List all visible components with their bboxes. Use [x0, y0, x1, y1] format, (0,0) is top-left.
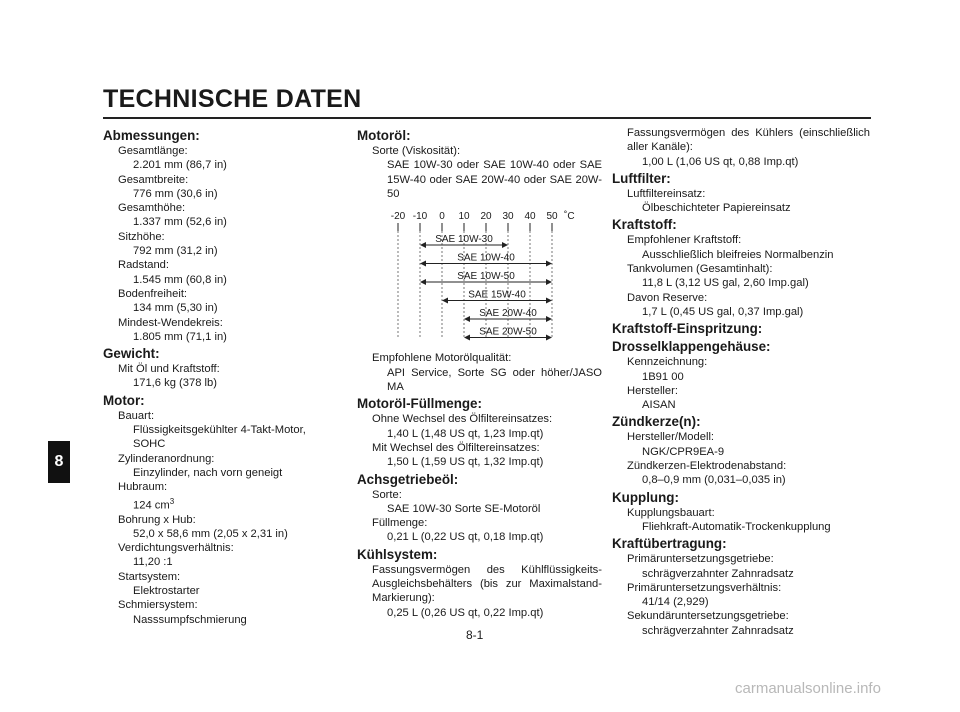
- spec-label: Hersteller/Modell:: [627, 431, 715, 444]
- viscosity-grade-label: SAE 20W-40: [479, 308, 537, 320]
- section-heading: Motor:: [103, 392, 145, 408]
- viscosity-grade-label: SAE 10W-30: [435, 234, 493, 246]
- superscript: 3: [169, 496, 175, 506]
- spec-value: 1,00 L (1,06 US qt, 0,88 Imp.qt): [642, 155, 799, 168]
- spec-label: Hersteller:: [627, 384, 678, 397]
- temperature-tick-label: -10: [412, 211, 428, 223]
- section-heading: Kraftstoff:: [612, 217, 677, 233]
- spec-label: Tankvolumen (Gesamtinhalt):: [627, 263, 773, 276]
- range-end-arrow: [502, 242, 508, 248]
- spec-value: 0,25 L (0,26 US qt, 0,22 Imp.qt): [387, 606, 544, 619]
- range-end-arrow: [546, 298, 552, 304]
- temperature-tick-label: 50: [546, 211, 558, 223]
- temperature-tick-label: 0: [439, 211, 445, 223]
- spec-value: 1,40 L (1,48 US qt, 1,23 Imp.qt): [387, 427, 544, 440]
- temperature-unit: ˚C: [564, 211, 575, 223]
- spec-label: Mit Wechsel des Ölfiltereinsatzes:: [372, 441, 540, 454]
- spec-value: 0,8–0,9 mm (0,031–0,035 in): [642, 474, 786, 487]
- temperature-tick-label: 40: [524, 211, 536, 223]
- viscosity-grade-label: SAE 15W-40: [468, 289, 526, 301]
- spec-label: Mindest-Wendekreis:: [118, 316, 223, 329]
- spec-label: Ohne Wechsel des Ölfiltereinsatzes:: [372, 413, 553, 426]
- section-heading: Zündkerze(n):: [612, 414, 701, 430]
- hubraum-value: 124 cm: [133, 499, 170, 512]
- viscosity-chart: [382, 209, 602, 345]
- spec-label: Primäruntersetzungsgetriebe:: [627, 553, 774, 566]
- spec-label: Startsystem:: [118, 570, 181, 583]
- spec-value: Einzylinder, nach vorn geneigt: [133, 466, 283, 479]
- spec-value: 11,8 L (3,12 US gal, 2,60 Imp.gal): [642, 277, 809, 290]
- spec-label: Bohrung x Hub:: [118, 513, 196, 526]
- spec-value: 1,50 L (1,59 US qt, 1,32 Imp.qt): [387, 456, 544, 469]
- section-heading: Luftfilter:: [612, 170, 671, 186]
- section-heading: Motoröl:: [357, 128, 411, 143]
- viscosity-chart-svg: [382, 209, 582, 341]
- section-heading: Motoröl-Füllmenge:: [357, 396, 482, 412]
- page-title: TECHNISCHE DATEN: [103, 85, 362, 113]
- spec-label: Sitzhöhe:: [118, 230, 165, 243]
- spec-label: Sorte (Viskosität):: [372, 145, 461, 157]
- spec-label: Gesamtbreite:: [118, 173, 189, 186]
- spec-value: 41/14 (2,929): [642, 596, 709, 609]
- spec-label: Kupplungsbauart:: [627, 506, 715, 519]
- spec-label: Bauart:: [118, 409, 155, 422]
- watermark: carmanualsonline.info: [735, 680, 881, 697]
- spec-label: Mit Öl und Kraftstoff:: [118, 363, 220, 376]
- page-number: 8-1: [466, 628, 484, 642]
- section-heading: Abmessungen:: [103, 128, 200, 143]
- spec-value: API Service, Sorte SG oder höher/JASO MA: [387, 366, 602, 394]
- spec-value: 0,21 L (0,22 US qt, 0,18 Imp.qt): [387, 531, 544, 544]
- spec-value: schrägverzahnter Zahnradsatz: [642, 624, 794, 637]
- section-heading: Kraftübertragung:: [612, 536, 727, 552]
- spec-label: Davon Reserve:: [627, 291, 708, 304]
- spec-value: Ausschließlich bleifreies Normalbenzin: [642, 248, 834, 261]
- spec-label: Sekundäruntersetzungsgetriebe:: [627, 610, 789, 623]
- range-start-arrow: [420, 261, 426, 267]
- spec-value: 11,20 :1: [133, 556, 173, 569]
- section-heading: Drosselklappengehäuse:: [612, 339, 771, 355]
- spec-label: Bodenfreiheit:: [118, 287, 188, 300]
- range-start-arrow: [464, 335, 470, 341]
- column-3: [612, 126, 870, 638]
- spec-value: 1.805 mm (71,1 in): [133, 330, 227, 343]
- spec-value: Elektrostarter: [133, 585, 200, 598]
- spec-value: 1.545 mm (60,8 in): [133, 273, 227, 286]
- section-heading: Achsgetriebeöl:: [357, 471, 459, 487]
- spec-value: 2.201 mm (86,7 in): [133, 159, 227, 172]
- range-end-arrow: [546, 335, 552, 341]
- spec-label: Empfohlener Kraftstoff:: [627, 234, 742, 247]
- spec-value: Ölbeschichteter Papiereinsatz: [642, 202, 791, 215]
- chapter-tab[interactable]: 8: [48, 441, 70, 483]
- temperature-tick-label: 10: [458, 211, 470, 223]
- spec-label: Zündkerzen-Elektrodenabstand:: [627, 460, 787, 473]
- spec-value: 1,7 L (0,45 US gal, 0,37 Imp.gal): [642, 305, 804, 318]
- range-end-arrow: [546, 316, 552, 322]
- spec-value: 134 mm (5,30 in): [133, 302, 218, 315]
- spec-label: Zylinderanordnung:: [118, 452, 215, 465]
- spec-label: Sorte:: [372, 488, 402, 501]
- spec-label: Radstand:: [118, 259, 169, 272]
- range-end-arrow: [546, 261, 552, 267]
- spec-value: 776 mm (30,6 in): [133, 187, 218, 200]
- spec-value: 171,6 kg (378 lb): [133, 377, 217, 390]
- spec-value: NGK/CPR9EA-9: [642, 445, 725, 458]
- spec-label: Kennzeichnung:: [627, 356, 708, 369]
- spec-value: SAE 10W-30 Sorte SE-Motoröl: [387, 502, 541, 515]
- spec-label: Fassungsvermögen des Kühlers (einschließlich aller Kanäle):: [627, 127, 870, 154]
- spec-label: Primäruntersetzungsverhältnis:: [627, 581, 782, 594]
- spec-value: AISAN: [642, 399, 676, 412]
- spec-label: Verdichtungsverhältnis:: [118, 542, 234, 555]
- viscosity-grade-label: SAE 20W-50: [479, 326, 537, 338]
- spec-value: SAE 10W-30 oder SAE 10W-40 oder SAE 15W-40 oder SAE 20W-40 oder SAE 20W-50: [387, 159, 602, 200]
- spec-value: Nasssumpfschmierung: [133, 613, 247, 626]
- range-start-arrow: [464, 316, 470, 322]
- section-heading: Gewicht:: [103, 346, 160, 362]
- temperature-tick-label: 30: [502, 211, 514, 223]
- spec-value: [103, 495, 333, 513]
- range-start-arrow: [442, 298, 448, 304]
- range-start-arrow: [420, 279, 426, 285]
- spec-value: Flüssigkeitsgekühlter 4-Takt-Motor, SOHC: [133, 424, 306, 451]
- spec-value: 1B91 00: [642, 370, 684, 383]
- spec-value: 792 mm (31,2 in): [133, 245, 218, 258]
- viscosity-grade-label: SAE 10W-50: [457, 271, 515, 283]
- spec-label: Empfohlene Motorölqualität:: [372, 352, 512, 365]
- spec-label: Gesamthöhe:: [118, 202, 186, 215]
- range-end-arrow: [546, 279, 552, 285]
- spec-label: Schmiersystem:: [118, 599, 198, 612]
- spec-label: Luftfiltereinsatz:: [627, 187, 706, 200]
- spec-label: Füllmenge:: [372, 517, 428, 530]
- spec-value: 52,0 x 58,6 mm (2,05 x 2,31 in): [133, 527, 288, 540]
- column-2: [357, 126, 602, 620]
- spec-label: Gesamtlänge:: [118, 145, 188, 157]
- spec-value: schrägverzahnter Zahnradsatz: [642, 567, 794, 580]
- section-heading: Kraftstoff-Einspritzung:: [612, 321, 763, 337]
- temperature-tick-label: 20: [480, 211, 492, 223]
- range-start-arrow: [420, 242, 426, 248]
- viscosity-grade-label: SAE 10W-40: [457, 252, 515, 264]
- title-rule: [103, 117, 871, 119]
- spec-value: 1.337 mm (52,6 in): [133, 216, 227, 229]
- section-heading: Kühlsystem:: [357, 546, 438, 562]
- column-1: [103, 126, 333, 627]
- spec-value: Fliehkraft-Automatik-Trockenkupplung: [642, 520, 831, 533]
- spec-label: Hubraum:: [118, 481, 168, 494]
- temperature-tick-label: -20: [390, 211, 406, 223]
- spec-label: Fassungsvermögen des Kühlflüssigkeits-Ausgleichsbehälters (bis zur Maximalstand-Markierung):: [372, 563, 602, 605]
- section-heading: Kupplung:: [612, 489, 679, 505]
